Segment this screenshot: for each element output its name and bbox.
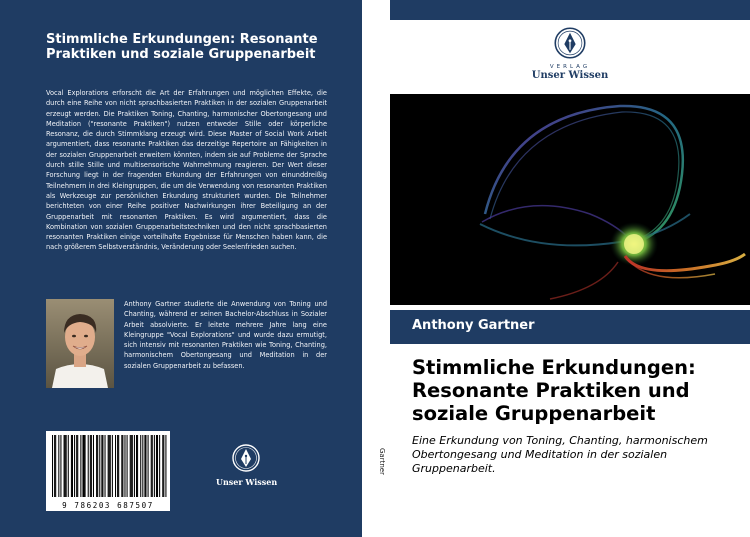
barcode-bar [144,435,145,497]
isbn-number: 9 786203 687507 [62,501,154,510]
barcode-bar [77,435,78,497]
front-title: Stimmliche Erkundungen: Resonante Praktiken und soziale Gruppenarbeit [412,356,696,425]
barcode-bar [110,435,111,497]
front-publisher-name: Unser Wissen [531,70,609,81]
back-cover-blurb: Vocal Explorations erforscht die Art der Erfahrungen und möglichen Effekte, die durch eine Reihe von nicht sprachbasierten Praktiken in der sozialen Gruppenarbeit erzeugt werden. Die Praktiken Toning, Chanting, harmonischer Obertongesang und Meditation ("resonante Praktiken") nutzen entweder Stille oder körperliche Resonanz, die durch Stimmklang erzeugt wird. Diese Master of Social Work Arbeit argumentiert, dass resonante Praktiken das derzeitige Repertoire an Fähigkeiten in der sozialen Gruppenarbeit erweitern könnten, indem sie auf Probleme der Sprache durch stille Stille und multisensorische Wahrnehmung reagieren. Der Wert dieser Forschung liegt in der fragenden Erkundung der Erfahrungen von einunddreißig Teilnehmern in drei Kleingruppen, die um die Verwendung von resonanten Praktiken als Werkzeuge zur persönlichen Erkundung strukturiert wurden. Die Teilnehmer berichteten von einer Reihe positiver Nachwirkungen ihrer Beteiligung an der Gruppenarbeit mit resonanten Praktiken. Es wird argumentiert, dass die Kombination von sozialen Gruppenarbeitstechniken und den nicht sprachbasierten resonanten Praktiken einige vorteilhafte Ergebnisse für Menschen haben kann, die nach größerem Selbstverständnis, Veränderung oder Seelenfrieden suchen. [46,89,327,252]
fountain-pen-logo-icon [553,26,587,60]
barcode-bar [109,435,110,497]
barcode-bar [117,435,118,497]
barcode-bar [76,435,77,497]
barcode-bar [122,435,123,497]
barcode-bar [102,435,103,497]
barcode-bar [152,435,153,497]
barcode-bar [60,435,61,497]
barcode-bar [118,435,119,497]
barcode-bar [64,435,65,497]
publisher-tag: VERLAG [549,64,591,70]
barcode-bar [115,435,116,497]
spine [362,0,390,537]
barcode-bar [142,435,143,497]
barcode-bar [85,435,86,497]
back-publisher-name: Unser Wissen [216,477,278,487]
barcode-bar [130,435,131,497]
barcode-bar [90,435,91,497]
cover-art-image [390,94,750,305]
barcode-bar [54,435,55,497]
barcode-bar [132,435,133,497]
barcode-bar [99,435,100,497]
barcode-bar [134,435,135,497]
author-band [390,310,750,344]
barcode-bar [82,435,83,497]
abstract-light-art [390,94,750,305]
front-top-bar [390,0,750,20]
barcode-bars [46,431,170,499]
spine-author: Gartner [378,448,386,475]
barcode-bar [154,435,155,497]
barcode-bar [162,435,163,497]
barcode-bar [140,435,141,497]
isbn-barcode [46,431,170,511]
barcode-bar [74,435,75,497]
front-cover [390,0,750,537]
barcode-bar [52,435,53,497]
barcode-bar [151,435,152,497]
barcode-bar [93,435,94,497]
back-publisher-logo [216,443,276,493]
barcode-bar [84,435,85,497]
back-cover-title: Stimmliche Erkundungen: Resonante Praktiken und soziale Gruppenarbeit [46,32,318,62]
barcode-bar [127,435,128,497]
barcode-bar [156,435,157,497]
barcode-bar [124,435,125,497]
barcode-bar [65,435,66,497]
barcode-bar [121,435,122,497]
barcode-bar [91,435,92,497]
barcode-bar [112,435,113,497]
front-author-name: Anthony Gartner [412,318,535,333]
author-portrait [46,299,114,388]
barcode-bar [88,435,89,497]
barcode-bar [145,435,146,497]
barcode-bar [68,435,69,497]
back-cover [0,0,362,537]
barcode-bar [136,435,137,497]
front-subtitle: Eine Erkundung von Toning, Chanting, harmonischem Obertongesang und Meditation in der sozialen Gruppenarbeit. [412,434,708,475]
barcode-bar [163,435,164,497]
barcode-bar [165,435,166,497]
barcode-bar [80,435,81,497]
barcode-bar [137,435,138,497]
barcode-bar [72,435,73,497]
barcode-bar [58,435,59,497]
barcode-bar [97,435,98,497]
barcode-bar [148,435,149,497]
barcode-bar [159,435,160,497]
barcode-bar [66,435,67,497]
fountain-pen-logo-icon [231,443,261,473]
barcode-bar [108,435,109,497]
front-publisher-logo [510,26,630,84]
author-bio: Anthony Gartner studierte die Anwendung von Toning und Chanting, während er seinen Bachelor-Abschluss in Sozialer Arbeit absolvierte. Er leitete mehrere Jahre lang eine Kleingruppe "Vocal Explorations" und wurde dazu ermutigt, sich intensiv mit resonanten Praktiken wie Toning, Chanting, harmonischem Obertongesang und Meditation in der sozialen Gruppenarbeit zu befassen. [124,300,327,370]
barcode-bar [101,435,102,497]
barcode-bar [157,435,158,497]
barcode-bar [131,435,132,497]
barcode-bar [71,435,72,497]
barcode-bar [55,435,56,497]
barcode-bar [105,435,106,497]
barcode-bar [96,435,97,497]
